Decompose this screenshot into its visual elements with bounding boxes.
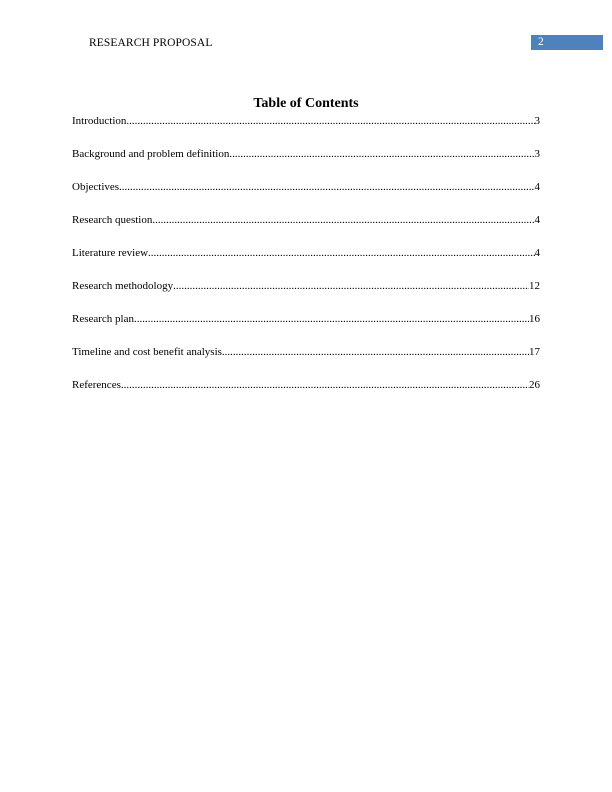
- page-number: 2: [531, 35, 603, 50]
- toc-entry-label: References: [72, 379, 121, 391]
- toc-entry-background[interactable]: [72, 148, 540, 181]
- toc-entry-label: Background and problem definition: [72, 148, 230, 160]
- dot-leader: [119, 181, 534, 194]
- toc-entry-label: Introduction: [72, 115, 127, 127]
- toc-entry-research-methodology[interactable]: [72, 280, 540, 313]
- toc-entry-research-question[interactable]: [72, 214, 540, 247]
- toc-entry-label: Research question: [72, 214, 153, 226]
- toc-entry-page: 12: [529, 280, 540, 292]
- dot-leader: [152, 214, 534, 227]
- toc-entry-objectives[interactable]: [72, 181, 540, 214]
- dot-leader: [222, 346, 529, 359]
- dot-leader: [134, 313, 529, 326]
- toc-entry-page: 16: [529, 313, 540, 325]
- running-head: RESEARCH PROPOSAL: [89, 37, 213, 49]
- toc-entry-label: Research methodology: [72, 280, 174, 292]
- dot-leader: [126, 115, 534, 128]
- toc-entry-label: Objectives: [72, 181, 120, 193]
- dot-leader: [148, 247, 534, 260]
- toc-entry-page: 3: [534, 148, 540, 160]
- dot-leader: [121, 379, 529, 392]
- dot-leader: [173, 280, 529, 293]
- table-of-contents: [72, 115, 540, 412]
- toc-entry-label: Literature review: [72, 247, 149, 259]
- toc-entry-references[interactable]: [72, 379, 540, 412]
- toc-entry-page: 4: [534, 247, 540, 259]
- toc-entry-introduction[interactable]: [72, 115, 540, 148]
- toc-entry-research-plan[interactable]: [72, 313, 540, 346]
- toc-entry-label: Timeline and cost benefit analysis: [72, 346, 222, 358]
- toc-entry-page: 26: [529, 379, 540, 391]
- toc-entry-page: 17: [529, 346, 540, 358]
- toc-entry-literature-review[interactable]: [72, 247, 540, 280]
- toc-entry-page: 4: [534, 214, 540, 226]
- toc-entry-page: 4: [534, 181, 540, 193]
- dot-leader: [229, 148, 534, 161]
- toc-entry-label: Research plan: [72, 313, 134, 325]
- toc-title: Table of Contents: [253, 96, 359, 111]
- toc-entry-timeline[interactable]: [72, 346, 540, 379]
- toc-entry-page: 3: [534, 115, 540, 127]
